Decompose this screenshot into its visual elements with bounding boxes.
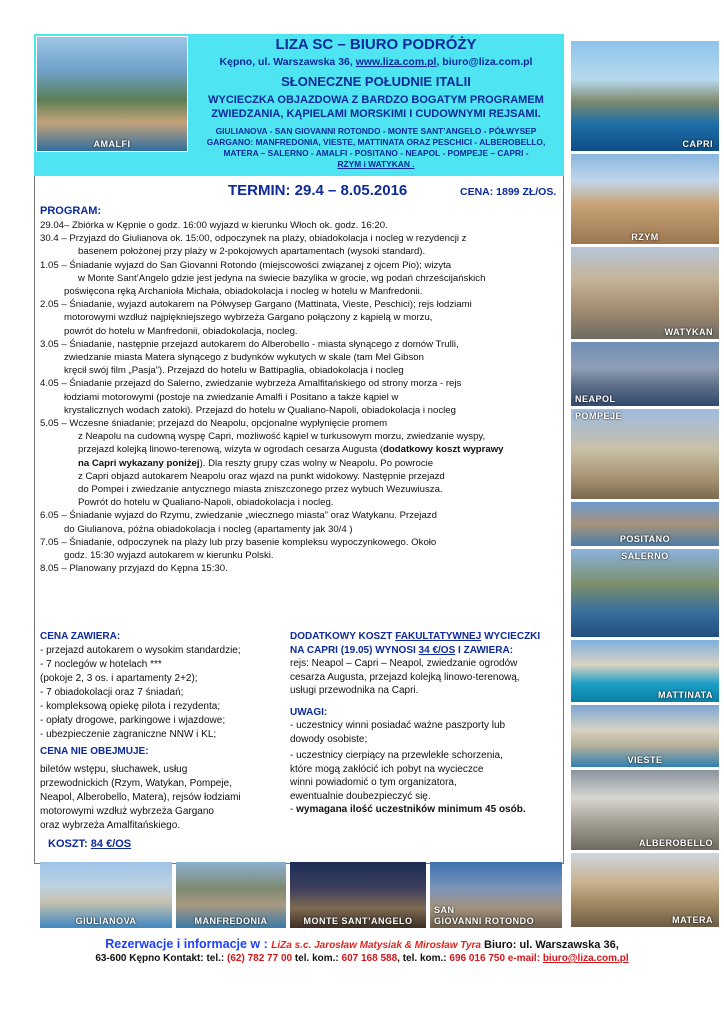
email-link[interactable]: biuro@liza.com.pl [442, 56, 533, 68]
excludes-item: Neapol, Alberobello, Matera), rejsów łodziami [40, 792, 241, 803]
capri-cost-note: dodatkowy koszt wyprawy [383, 444, 504, 456]
includes-item: - kompleksową opiekę pilota i rezydenta; [40, 701, 221, 712]
mattinata-photo [570, 639, 720, 703]
agency-title: LIZA SC – BIURO PODRÓŻY [275, 36, 477, 53]
capri-cost-note-2: na Capri wykazany poniżej [78, 457, 200, 469]
places-line-2: GARGANO: MANFREDONIA, VIESTE, MATTINATA ORAZ PESCHICI - ALBEROBELLO, [206, 137, 546, 147]
photo-label-giulianova: GIULIANOVA [75, 916, 137, 926]
phone-1[interactable]: (62) 782 77 00 [227, 953, 293, 964]
notes-item [290, 803, 556, 817]
photo-label-vieste: VIESTE [627, 755, 663, 765]
includes-item: - 7 noclegów w hotelach *** [40, 659, 162, 670]
website-link[interactable]: www.liza.com.pl [355, 56, 437, 68]
notes-item: winni powiadomić o tym organizatora, [290, 777, 457, 788]
program-line: motorowymi wzdłuż najpiękniejszego wybrzeża Gargano połączony z kąpielą w morzu, [64, 312, 433, 324]
photo-label-positano: POSITANO [619, 534, 671, 544]
matera-photo [570, 852, 720, 928]
program-line: łodziami motorowymi (postoje na zwiedzanie Amalfi i Positano a także kąpiel w [64, 391, 399, 403]
program-line: z Neapolu na cudowną wyspę Capri, możliwość kąpiel w turkusowym morzu, zwiedzanie wyspy, [78, 431, 486, 443]
program-line: zwiedzanie miasta Matera słynącego z budynków wykutych w skale (tam Mel Gibson [64, 352, 424, 364]
places-line-3: MATERA – SALERNO - AMALFI - POSITANO - NEAPOL - POMPEJE – CAPRI - [223, 148, 529, 158]
program-heading: PROGRAM: [40, 205, 102, 217]
trip-dates: TERMIN: 29.4 – 8.05.2016 [228, 182, 408, 199]
notes-item: ewentualnie doubezpieczyć się. [290, 790, 431, 802]
photo-label-salerno: SALERNO [621, 551, 669, 561]
watykan-photo [570, 246, 720, 340]
footer-text: tel. kom.: [292, 953, 342, 964]
program-text [40, 219, 558, 575]
program-text-span: przejazd kolejką linowo-terenową, wizyta w ogrodach cesarza Augusta ( [78, 444, 384, 456]
program-line: do Pompei i zwiedzanie antycznego miasta zniszczonego przez wybuch Wezuwiusza. [78, 484, 443, 496]
positano-photo [570, 501, 720, 547]
program-line: krystalicznych wodach zatoki). Przejazd do hotelu w Qualiano-Napoli, obiadokolacja i nocleg [64, 404, 456, 416]
min-participants: wymagana ilość uczestników minimum 45 osób. [296, 804, 526, 815]
capri-extra-heading-2 [290, 644, 556, 658]
includes-item: - ubezpieczenie zagraniczne NNW i KL; [40, 729, 217, 740]
trip-desc-1: WYCIECZKA OBJAZDOWA Z BARDZO BOGATYM PROGRAMEM [208, 94, 544, 106]
program-line: z Capri objazd autokarem Neapolu oraz wjazd na punkt widokowy. Następnie przejazd [78, 470, 445, 482]
photo-label-manfredonia: MANFREDONIA [194, 916, 268, 926]
monte-santangelo-photo [290, 862, 426, 928]
footer-text: , tel. kom.: [397, 953, 450, 964]
pompeje-photo [570, 408, 720, 500]
excludes-item: motorowymi wzdłuż wybrzeża Gargano [40, 806, 214, 817]
program-text-span: ). Dla reszty grupy czas wolny w Neapolu. Po powrocie [199, 457, 434, 469]
places-list [190, 126, 562, 170]
capri-extra-price: 34 €/OS [418, 644, 456, 656]
program-line: 7.05 – Śniadanie, odpoczynek na plaży lub przy basenie kompleksu wypoczynkowego. Około [40, 536, 437, 548]
reservations-label: Rezerwacje i informacje w : [105, 937, 272, 951]
program-line: 3.05 – Śniadanie, następnie przejazd autokarem do Alberobello - miasta słynącego z domów Trulli, [40, 338, 459, 350]
photo-label-giovanni-rotondo: GIOVANNI ROTONDO [434, 916, 535, 926]
date-row [40, 182, 560, 204]
footer-email-link[interactable]: biuro@liza.com.pl [542, 953, 629, 964]
includes-item: - opłaty drogowe, parkingowe i wjazdowe; [40, 715, 226, 726]
program-line: 2.05 – Śniadanie, wyjazd autokarem na Półwysep Gargano (Mattinata, Vieste, Peschici); rejs łodziami [40, 299, 472, 311]
address-text: Kępno, ul. Warszawska 36, [219, 56, 356, 68]
program-line: 29.04– Zbiórka w Kępnie o godz. 16:00 wyjazd w kierunku Włoch ok. godz. 16:20. [40, 220, 388, 231]
program-line: 1.05 – Śniadanie wyjazd do San Giovanni Rotondo (miejscowości związanej z ojcem Pio); wizyta [40, 259, 452, 271]
amalfi-photo [36, 36, 188, 152]
includes-item: - 7 obiadokolacji oraz 7 śniadań; [40, 687, 184, 698]
program-line: 5.05 – Wczesne śniadanie; przejazd do Neapolu, opcjonalne wypłynięcie promem [40, 418, 388, 430]
photo-label-matera: MATERA [672, 915, 713, 925]
notes-bullet: - [290, 804, 297, 815]
photo-label-amalfi: AMALFI [93, 139, 131, 149]
giulianova-photo [40, 862, 172, 928]
photo-label-mattinata: MATTINATA [658, 690, 713, 700]
photo-label-monte-santangelo: MONTE SANT’ANGELO [303, 916, 413, 926]
notes-item: które mogą zakłócić ich pobyt na wycieczce [290, 763, 484, 775]
extra-cost [48, 838, 131, 850]
trip-desc-2: ZWIEDZANIA, KĄPIELAMI MORSKIMI I CUDOWNYMI REJSAMI. [211, 108, 541, 120]
program-line: powrót do hotelu w Manfredonii, obiadokolacja, nocleg. [64, 325, 298, 337]
footer-line-2 [0, 953, 724, 964]
photo-label-neapol: NEAPOL [575, 394, 616, 404]
capri-extra-item: rejs: Neapol – Capri – Neapol, zwiedzanie ogrodów [290, 658, 518, 669]
neapol-photo [570, 341, 720, 407]
san-giovanni-photo [430, 862, 562, 928]
price-includes-section [40, 630, 280, 833]
salerno-photo [570, 548, 720, 638]
manfredonia-photo [176, 862, 286, 928]
heading-text: WYCIECZKI [481, 631, 541, 642]
trip-price: CENA: 1899 ZŁ/OS. [460, 186, 557, 198]
footer-text: 63-600 Kępno Kontakt: tel.: [95, 953, 228, 964]
alberobello-photo [570, 769, 720, 851]
program-line: 6.05 – Śniadanie wyjazd do Rzymu, zwiedzanie „wiecznego miasta” oraz Watykanu. Przejazd [40, 510, 437, 522]
heading-text: I ZAWIERA: [455, 644, 514, 656]
capri-extra-item: cesarza Augusta, przejazd kolejką linowo-terenową, [290, 671, 520, 683]
excludes-item: przewodnickich (Rzym, Watykan, Pompeje, [40, 778, 232, 789]
footer-line-1 [0, 937, 724, 951]
capri-extra-heading-1 [290, 630, 556, 644]
excludes-item: biletów wstępu, słuchawek, usług [40, 764, 188, 775]
rzym-photo [570, 153, 720, 245]
price-excludes-heading: CENA NIE OBEJMUJE: [40, 746, 149, 757]
extra-cost-label: KOSZT: [48, 838, 91, 850]
heading-underlined: FAKULTATYWNEJ [395, 631, 482, 642]
owners-names: LiZa s.c. Jarosław Matysiak & Mirosław Tyra [271, 940, 481, 951]
places-line-4: RZYM i WATYKAN . [337, 159, 415, 169]
price-includes-heading: CENA ZAWIERA: [40, 631, 121, 642]
photo-label-watykan: WATYKAN [664, 327, 713, 337]
program-line: Powrót do hotelu w Qualiano-Napoli, obiadokolacja i nocleg. [78, 497, 334, 509]
program-line: 30.4 – Przyjazd do Giulianova ok. 15:00, odpoczynek na plaży, obiadokolacja i nocleg w rezydencji z [40, 233, 467, 245]
photo-label-alberobello: ALBEROBELLO [639, 838, 713, 848]
heading-text: DODATKOWY KOSZT [290, 631, 396, 642]
program-line: basenem położonej przy plaży w 2-pokojowych apartamentach (wysoki standard). [78, 246, 426, 258]
capri-extra-item: usługi przewodnika na Capri. [290, 685, 419, 696]
excludes-item: oraz wybrzeża Amalfitańskiego. [40, 820, 181, 831]
trip-title: SŁONECZNE POŁUDNIE ITALII [281, 74, 471, 89]
program-line: poświęcona ręką Archanioła Michała, obiadokolacja i nocleg w hotelu w Manfredonii. [64, 286, 423, 298]
heading-text: NA CAPRI (19.05) WYNOSI [290, 644, 419, 656]
photo-label-capri: CAPRI [682, 139, 713, 149]
includes-item: (pokoje 2, 3 os. i apartamenty 2+2); [40, 673, 198, 684]
capri-extra-section [290, 630, 556, 817]
program-line: kręcił swój film „Pasja”). Przejazd do hotelu w Battipaglia, obiadokolacja i nocleg [64, 365, 404, 377]
address-separator: , [436, 56, 443, 68]
program-line: 4.05 – Śniadanie przejazd do Salerno, zwiedzanie wybrzeża Amalfitańskiego od strony morza - rejs [40, 378, 462, 390]
program-line: w Monte Sant’Angelo gdzie jest jedyna na świecie bazylika w grocie, wg podań chrześcijańskich [78, 272, 486, 284]
photo-label-san: SAN [434, 905, 455, 915]
footer-text: e-mail: [505, 953, 543, 964]
places-line-1: GIULIANOVA - SAN GIOVANNI ROTONDO - MONTE SANT’ANGELO - PÓŁWYSEP [215, 126, 537, 136]
notes-item: dowody osobiste; [290, 733, 368, 745]
photo-label-rzym: RZYM [631, 232, 659, 242]
phone-2[interactable]: 607 168 588 [341, 953, 398, 964]
includes-item: - przejazd autokarem o wysokim standardzie; [40, 645, 241, 656]
notes-item: - uczestnicy cierpiący na przewlekłe schorzenia, [290, 750, 503, 761]
program-line: godz. 15:30 wyjazd autokarem w kierunku Polski. [64, 550, 274, 562]
phone-3[interactable]: 696 016 750 [449, 953, 506, 964]
program-line [40, 443, 558, 456]
extra-cost-value: 84 €/OS [90, 838, 132, 850]
photo-label-pompeje: POMPEJE [575, 411, 623, 421]
program-line [40, 457, 558, 470]
agency-address [190, 56, 562, 68]
office-address: Biuro: ul. Warszawska 36, [481, 939, 619, 951]
notes-heading: UWAGI: [290, 706, 328, 718]
vieste-photo [570, 704, 720, 768]
program-line: do Giulianova, późna obiadokolacja i nocleg (apartamenty jak 30/4 ) [64, 523, 353, 535]
program-line: 8.05 – Planowany przyjazd do Kępna 15:30. [40, 563, 228, 575]
capri-photo [570, 40, 720, 152]
notes-item: - uczestnicy winni posiadać ważne paszporty lub [290, 720, 506, 731]
